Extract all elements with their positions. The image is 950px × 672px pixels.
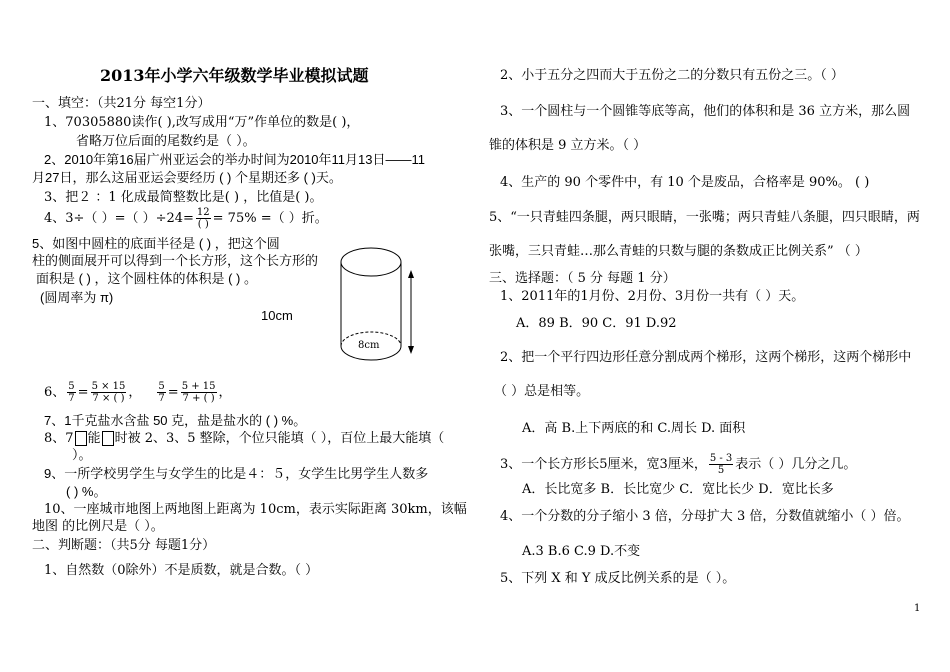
question-5a: 5、如图中圆柱的底面半径是 ( ) ，把这个圆 [32, 236, 280, 251]
question-4 [44, 207, 328, 230]
page-title: 2013年小学六年级数学毕业模拟试题 [100, 66, 369, 85]
fraction-numerator: 5 × 15 [91, 381, 126, 392]
judgment-question-1: 1、自然数（0除外）不是质数，就是合数。（ ） [44, 563, 319, 578]
choice-question-3 [500, 451, 856, 479]
fraction-numerator: 5 + 15 [181, 381, 216, 392]
fraction-numerator: 5 - 3 [709, 453, 733, 464]
blank-box [102, 431, 114, 446]
choice-question-3-options: A．长比宽多 B．长比宽少 C．宽比长少 D．宽比长多 [522, 482, 834, 497]
question-6-label: 6、 [44, 385, 66, 400]
question-1a: 1、70305880读作( ),改写成用“万”作单位的数是( )， [44, 115, 360, 130]
question-5b: 柱的侧面展开可以得到一个长方形，这个长方形的 [32, 253, 319, 268]
fraction-denominator: 7 × ( ) [92, 393, 125, 404]
cylinder-circumference-label: 8cm [358, 340, 380, 351]
choice-question-1-options: A．89 B．90 C．91 D.92 [516, 316, 677, 331]
judgment-question-2: 2、小于五分之四而大于五份之二的分数只有五份之三。（ ） [500, 68, 844, 83]
question-8a [44, 431, 444, 447]
question-8-part: 时被 2、3、5 整除，个位只能填（ ），百位上最大能填（ [114, 431, 445, 446]
question-4-post: = 75% =（ ）折。 [212, 211, 328, 226]
fraction [91, 381, 127, 404]
equals-sign: = [77, 385, 89, 400]
fraction [157, 381, 165, 404]
question-10b: 地图 的比例尺是（ ）。 [32, 519, 164, 534]
choice-question-5: 5、下列 X 和 Y 成反比例关系的是（ ）。 [500, 571, 736, 586]
choice-question-3-pre: 3、一个长方形长5厘米，宽3厘米， [500, 457, 707, 472]
choice-question-2-options: A．高 B.上下两底的和 C.周长 D. 面积 [522, 421, 746, 436]
question-1b: 省略万位后面的尾数约是（ ）。 [76, 134, 256, 149]
fraction-numerator: 5 [158, 381, 165, 392]
judgment-question-3b: 锥的体积是 9 立方米。（ ） [489, 138, 647, 153]
section-judgment-header: 二、判断题：（共5分 每题1分） [32, 538, 216, 553]
section-fill-blank-header: 一、填空：（共21分 每空1分） [32, 96, 211, 111]
separator: ， [128, 385, 142, 400]
judgment-question-3a: 3、一个圆柱与一个圆锥等底等高，他们的体积和是 36 立方米，那么圆 [500, 104, 911, 119]
question-2b: 月27日，那么这届亚运会要经历 ( ) 个星期还多 ( )天。 [32, 170, 342, 185]
cylinder-figure [336, 244, 432, 362]
fraction [67, 381, 75, 404]
choice-question-3-post: 表示（ ）几分之几。 [735, 457, 857, 472]
question-4-pre: 4、3÷（ ）=（ ）÷24= [44, 211, 194, 226]
page-number: 1 [914, 603, 921, 614]
section-choice-header: 三、选择题：（ 5 分 每题 1 分） [489, 271, 676, 286]
fraction [181, 381, 217, 404]
question-5c: 面积是 ( ) ，这个圆柱体的体积是 ( ) 。 [36, 271, 257, 286]
question-5d: (圆周率为 π) [40, 290, 114, 305]
equals-sign: = [167, 385, 179, 400]
fraction [709, 453, 733, 476]
separator: ， [218, 385, 232, 400]
question-9a: 9、一所学校男学生与女学生的比是４：５，女学生比男学生人数多 [44, 466, 429, 481]
judgment-question-5a: 5、“一只青蛙四条腿，两只眼睛，一张嘴；两只青蛙八条腿，四只眼睛，两 [489, 210, 920, 225]
question-6 [44, 378, 232, 408]
fraction-numerator: 12 [196, 207, 210, 218]
question-3: 3、把２ ：1 化成最简整数比是( ) ，比值是( )。 [44, 190, 323, 205]
blank-box [75, 431, 87, 446]
choice-question-4-options: A.3 B.6 C.9 D.不变 [522, 544, 641, 559]
fraction-denominator: 5 [717, 465, 725, 476]
fraction-denominator: 7 + ( ) [182, 393, 215, 404]
choice-question-4: 4、一个分数的分子缩小 3 倍，分母扩大 3 倍，分数值就缩小（ ）倍。 [500, 509, 910, 524]
choice-question-2a: 2、把一个平行四边形任意分割成两个梯形，这两个梯形，这两个梯形中 [500, 350, 912, 365]
question-8b: ）。 [72, 448, 92, 463]
choice-question-1: 1、2011年的1月份、2月份、3月份一共有（ ）天。 [500, 289, 805, 304]
fraction-denominator: ( ) [197, 219, 209, 230]
judgment-question-5b: 张嘴，三只青蛙…那么青蛙的只数与腿的条数成正比例关系” （ ） [489, 244, 868, 259]
fraction-numerator: 5 [68, 381, 75, 392]
choice-question-2b: （ ）总是相等。 [494, 384, 590, 399]
question-8-part: 8、7 [44, 431, 74, 446]
question-2a: 2、2010年第16届广州亚运会的举办时间为2010年11月13日——11 [44, 152, 425, 167]
fraction-denominator: 7 [68, 393, 75, 404]
fraction [196, 207, 211, 230]
cylinder-height-label: 10cm [261, 308, 293, 323]
question-8-part: 能 [87, 431, 101, 446]
question-7: 7、1千克盐水含盐 50 克，盐是盐水的 ( ) %。 [44, 413, 307, 428]
question-9b: ( ) %。 [66, 484, 107, 499]
question-10a: 10、一座城市地图上两地图上距离为 10cm，表示实际距离 30km，该幅 [44, 502, 467, 517]
fraction-denominator: 7 [158, 393, 165, 404]
judgment-question-4: 4、生产的 90 个零件中，有 10 个是废品，合格率是 90%。 ( ) [500, 175, 870, 190]
